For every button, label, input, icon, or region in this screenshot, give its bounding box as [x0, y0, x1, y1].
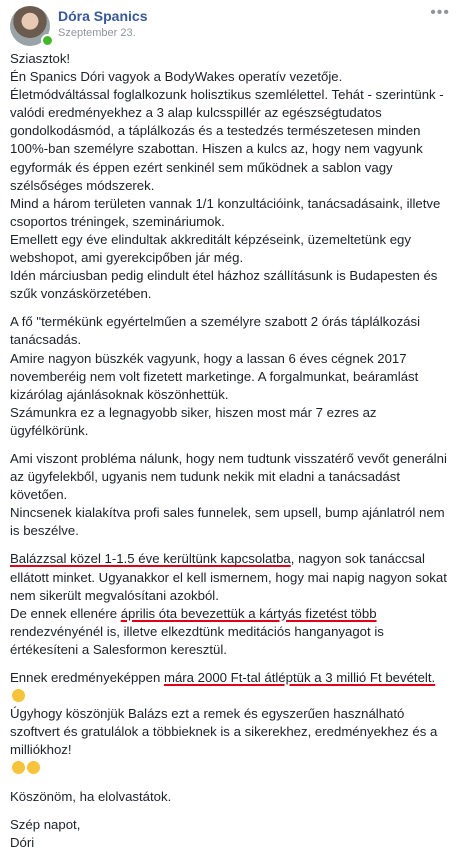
text-line: Én Spanics Dóri vagyok a BodyWakes operatív vezetője. [10, 69, 343, 85]
text-line: Szép napot, [10, 816, 81, 832]
paragraph-thanks [10, 788, 450, 806]
text-line: Számunkra ez a legnagyobb siker, hiszen most már 7 ezres az ügyfélkörünk. [10, 404, 377, 438]
underlined-text: Balázzsal közel 1-1.5 éve kerültünk kapcsolatba [10, 551, 291, 567]
text-line: A fő "termékünk egyértelműen a személyre szabott 2 órás táplálkozási tanácsadás. [10, 314, 421, 348]
text-line: Sziasztok! [10, 51, 71, 66]
text-line: Életmódváltással foglalkozunk holisztikus szemlélettel. Tehát - szerintünk - valódi eredményekhez a 3 alap kulcsspillér az egészségtudatos gondolkodásmód, a táplálkozás és a testedzés természetesen minden 100%-ban személyre szabottan. Hiszen a kulcs az, hogy nem vagyunk egyformák és éppen ezért senkinél sem működnek a sablon vagy szélsőséges módszerek. [10, 87, 444, 193]
underlined-text: mára 2000 Ft-tal átléptük a 3 millió Ft bevételt. [163, 670, 436, 685]
text-line: De ennek ellenére [10, 605, 121, 621]
text-line: Idén márciusban pedig elindult étel házhoz szállításunk is Budapesten és szűk vonzáskörzetében. [10, 268, 438, 302]
text-line: Emellett egy éve elindultak akkreditált képzéseink, üzemeltetünk egy webshopot, ami gyerekcipőben jár még. [10, 231, 411, 266]
text-line: Mind a három területen vannak 1/1 konzultációink, tanácsadásaink, illetve csoportos tréningek, szemináriumok. [10, 195, 441, 229]
online-status-dot [41, 34, 54, 47]
text-line: rendezvényénél is, illetve elkezdtünk meditációs hanganyagot is értékesíteni a Salesformon keresztül. [10, 623, 384, 657]
paragraph-balazs [10, 550, 450, 659]
underlined-text: április óta bevezettük a kártyás fizetést több [120, 605, 377, 621]
paragraph-product [10, 313, 450, 440]
text-line: Nincsenek kialakítva profi sales funnelek, sem upsell, bump ajánlatról nem is beszélve. [10, 505, 445, 539]
emoji-icon [12, 689, 25, 702]
post-options-icon[interactable]: ••• [430, 4, 450, 21]
paragraph-signoff [10, 816, 450, 852]
signature: Dóri [10, 834, 35, 850]
paragraph-result [10, 669, 450, 778]
emoji-icon [27, 761, 40, 774]
emoji-icon [12, 761, 25, 774]
post-body [10, 50, 450, 862]
text-line: Úgyhogy köszönjük Balázs ezt a remek és egyszerűen használható szoftvert és gratulálok a többieknek is a sikerekhez, eredményekhez és a milliókhoz! [10, 706, 438, 758]
paragraph-problem [10, 450, 450, 540]
text-line: Amire nagyon büszkék vagyunk, hogy a lassan 6 éves cégnek 2017 novemberéig nem volt fizetett marketinge. A forgalmunkat, beáramlást kizárólag ajánlásoknak köszönhettük. [10, 350, 419, 402]
text-line: , nagyon sok tanáccsal ellátott minket. Ugyanakkor el kell ismernem, hogy mai napig nagyon sokat nem sikerült megvalósítani azokból. [10, 551, 447, 603]
text-line: Köszönöm, ha elolvastátok. [10, 788, 172, 804]
paragraph-intro [10, 50, 450, 303]
author-name[interactable]: Dóra Spanics [58, 8, 148, 24]
text-line: Ami viszont probléma nálunk, hogy nem tudtunk visszatérő vevőt generálni az ügyfelekből, ugyanis nem tudunk nekik mit eladni a tanácsadást követően. [10, 450, 447, 503]
post-date[interactable]: Szeptember 23. [58, 27, 136, 39]
text-line: Ennek eredményeképpen [10, 670, 164, 685]
